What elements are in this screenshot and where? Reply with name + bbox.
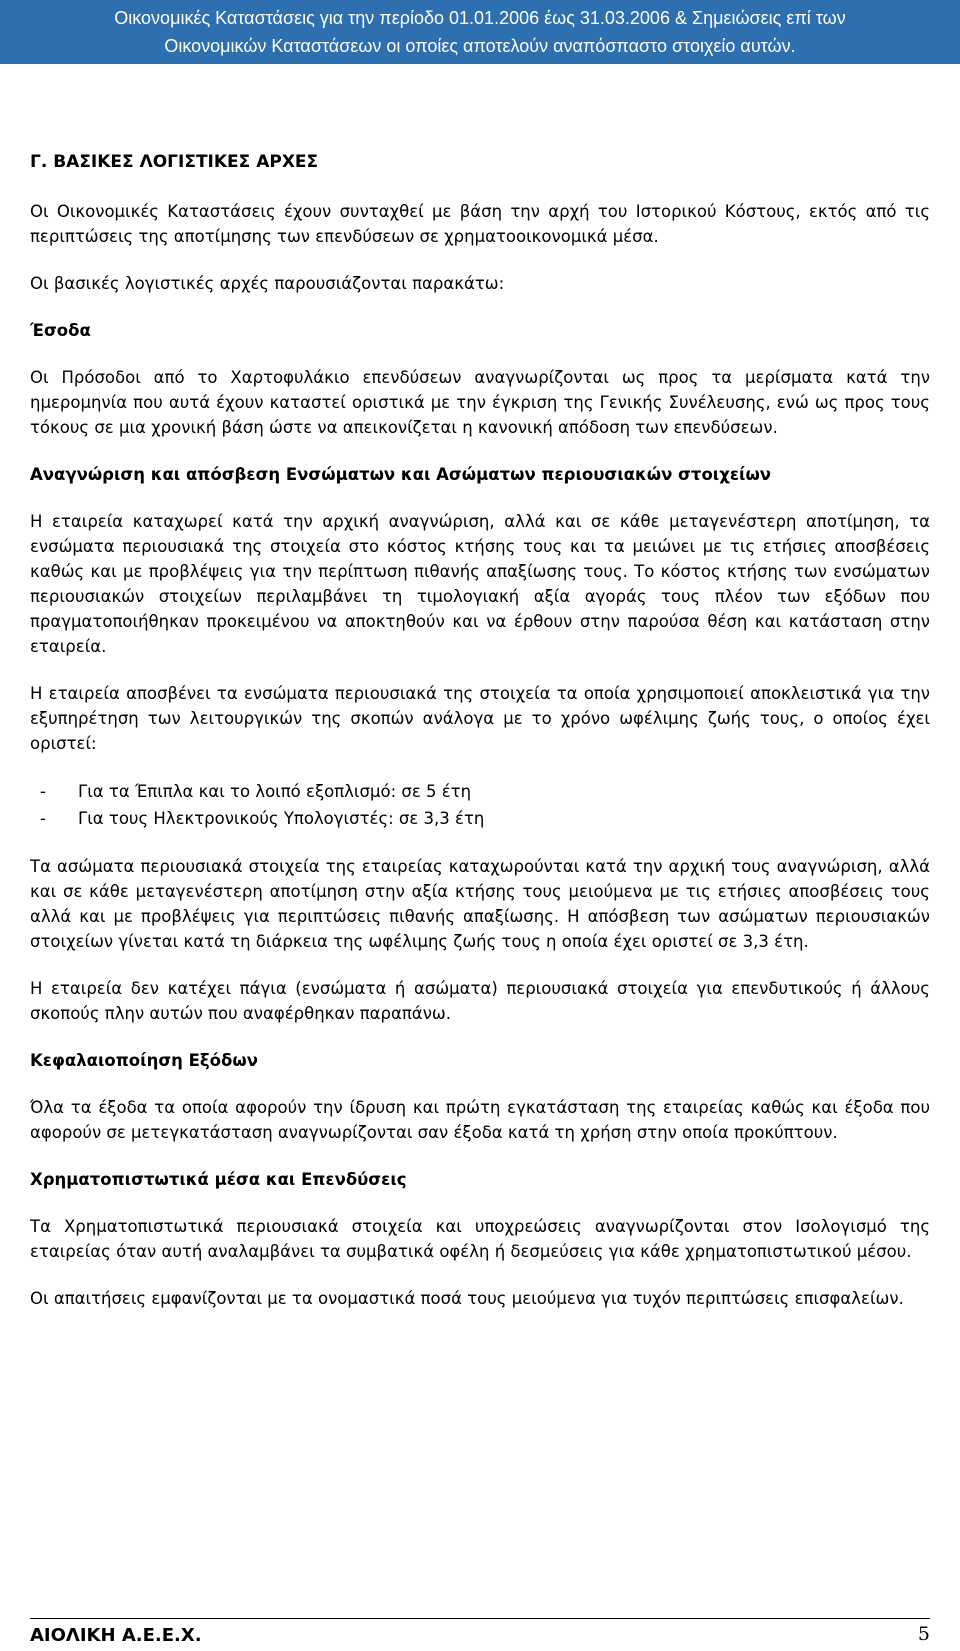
footer-company-name: ΑΙΟΛΙΚΗ Α.Ε.Ε.Χ. [30,1625,202,1646]
depreciation-list [30,778,930,832]
document-body [30,150,930,1333]
section-title: Γ. ΒΑΣΙΚΕΣ ΛΟΓΙΣΤΙΚΕΣ ΑΡΧΕΣ [30,152,319,172]
list-dash: - [40,782,46,801]
assets-paragraph-4: Η εταιρεία δεν κατέχει πάγια (ενσώματα ή ασώματα) περιουσιακά στοιχεία για επενδυτικούς ή άλλους σκοπούς πλην αυτών που αναφέρθηκαν παραπάνω. [30,979,930,1023]
page-number: 5 [917,1623,930,1645]
list-dash: - [40,809,46,828]
capitalization-paragraph: Όλα τα έξοδα τα οποία αφορούν την ίδρυση και πρώτη εγκατάσταση της εταιρείας καθώς και έξοδα που αφορούν σε μετεγκατάσταση αναγνωρίζονται σαν έξοδα κατά τη χρήση στην οποία προκύπτουν. [30,1098,930,1142]
list-item-text: Για τα Έπιπλα και το λοιπό εξοπλισμό: σε 5 έτη [78,782,472,801]
header-line-1: Οικονομικές Καταστάσεις για την περίοδο 01.01.2006 έως 31.03.2006 & Σημειώσεις επί των [114,8,846,28]
assets-paragraph-3: Τα ασώματα περιουσιακά στοιχεία της εταιρείας καταχωρούνται κατά την αρχική τους αναγνώριση, αλλά και σε κάθε μεταγενέστερη αποτίμηση στην αξία κτήσης τους μειούμενα με τις ετήσιες αποσβέσεις τους αλλά και με προβλέψεις για περιπτώσεις πιθανής απαξίωσης. Η απόσβεση των ασώματων περιουσιακών στοιχείων γίνεται κατά τη διάρκεια της ωφέλιμης ζωής τους η οποία έχει οριστεί σε 3,3 έτη. [30,857,930,951]
intro-paragraph: Οι Οικονομικές Καταστάσεις έχουν συνταχθεί με βάση την αρχή του Ιστορικού Κόστους, εκτός από τις περιπτώσεις της αποτίμησης των επενδύσεων σε χρηματοοικονομικά μέσα. [30,202,930,246]
income-paragraph: Οι Πρόσοδοι από το Χαρτοφυλάκιο επενδύσεων αναγνωρίζονται ως προς τα μερίσματα κατά την ημερομηνία που αυτά έχουν καταστεί οριστικά με την έγκριση της Γενικής Συνέλευσης, ενώ ως προς τους τόκους σε μια χρονική βάση ώστε να απεικονίζεται η κανονική απόδοση των επενδύσεων. [30,368,930,437]
assets-paragraph-2: Η εταιρεία αποσβένει τα ενσώματα περιουσιακά της στοιχεία τα οποία χρησιμοποιεί αποκλειστικά για την εξυπηρέτηση των λειτουργικών της σκοπών ανάλογα με το χρόνο ωφέλιμης ζωής τους, ο οποίος έχει οριστεί: [30,684,930,753]
assets-paragraph-1: Η εταιρεία καταχωρεί κατά την αρχική αναγνώριση, αλλά και σε κάθε μεταγενέστερη αποτίμηση, τα ενσώματα περιουσιακά της στοιχεία στο κόστος κτήσης τους και τα μειώνει με τις ετήσιες αποσβέσεις καθώς και με προβλέψεις για την περίπτωση πιθανής απαξίωσης τους. Το κόστος κτήσης των ενσώματων περιουσιακών στοιχείων περιλαμβάνει τη τιμολογιακή αξία αγοράς τους πλέον των εξόδων που πραγματοποιήθηκαν προκειμένου να αποκτηθούν και να έρθουν στην παρούσα θέση και κατάσταση στην εταιρεία. [30,512,930,656]
page-footer [30,1618,930,1647]
list-item-text: Για τους Ηλεκτρονικούς Υπολογιστές: σε 3,3 έτη [78,809,485,828]
financial-heading: Χρηματοπιστωτικά μέσα και Επενδύσεις [30,1170,407,1189]
list-item [30,778,930,805]
list-item [30,805,930,832]
financial-paragraph-1: Τα Χρηματοπιστωτικά περιουσιακά στοιχεία και υποχρεώσεις αναγνωρίζονται στον Ισολογισμό της εταιρείας όταν αυτή αναλαμβάνει τα συμβατικά οφέλη ή δεσμεύσεις για κάθε χρηματοπιστωτικού μέσου. [30,1217,930,1261]
income-heading: Έσοδα [30,321,91,340]
header-line-2: Οικονομικών Καταστάσεων οι οποίες αποτελούν αναπόσπαστο στοιχείο αυτών. [164,36,796,56]
running-header [0,0,960,64]
financial-paragraph-2: Οι απαιτήσεις εμφανίζονται με τα ονομαστικά ποσά τους μειούμενα για τυχόν περιπτώσεις επισφαλείων. [30,1289,904,1308]
capitalization-heading: Κεφαλαιοποίηση Εξόδων [30,1051,258,1070]
intro-paragraph-2: Οι βασικές λογιστικές αρχές παρουσιάζονται παρακάτω: [30,274,505,293]
assets-heading: Αναγνώριση και απόσβεση Ενσώματων και Ασώματων περιουσιακών στοιχείων [30,465,772,484]
